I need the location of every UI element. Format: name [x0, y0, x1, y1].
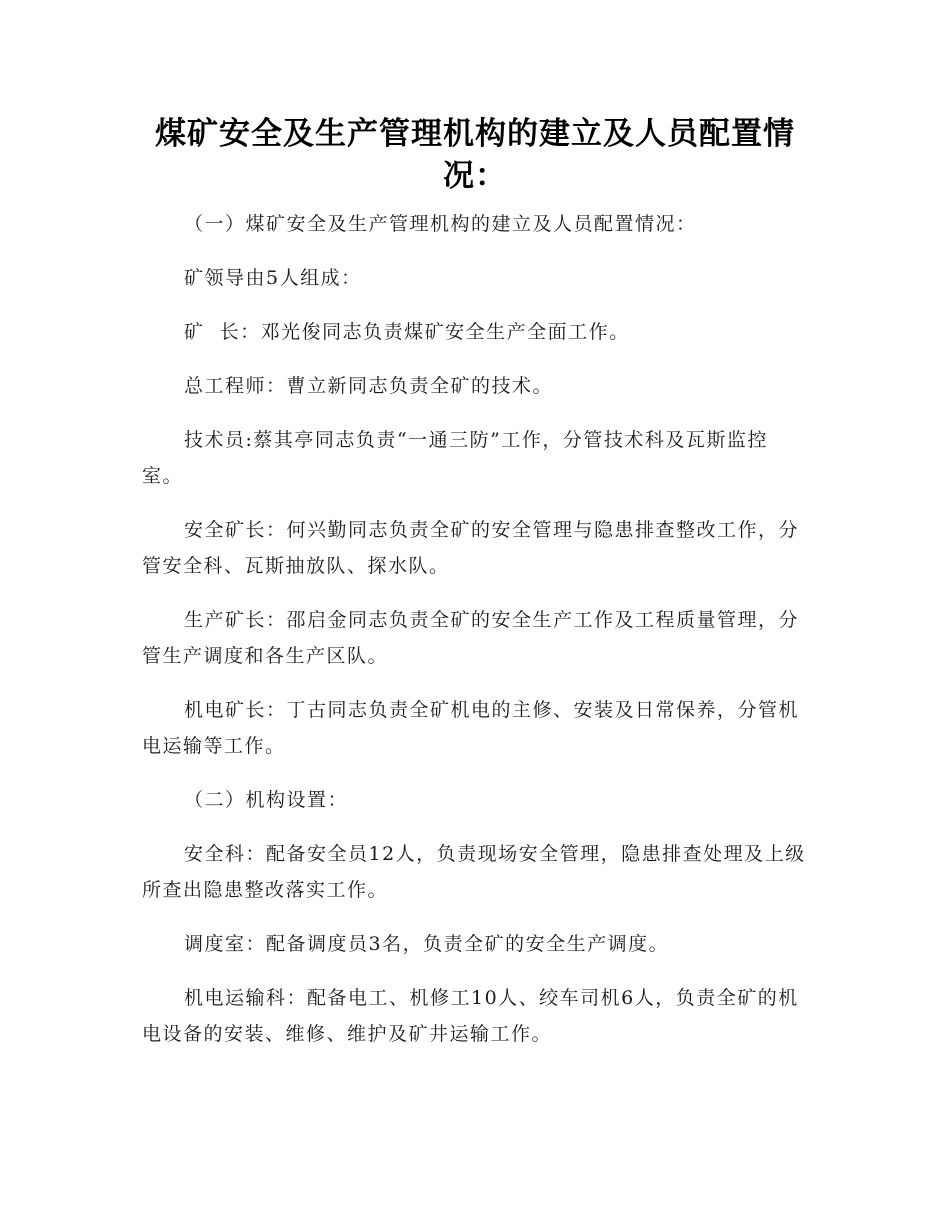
paragraph-production-director: 生产矿长：邵启金同志负责全矿的安全生产工作及工程质量管理，分管生产调度和各生产区队。: [142, 609, 800, 667]
document-title: 煤矿安全及生产管理机构的建立及人员配置情况：: [155, 116, 795, 194]
paragraph-safety-department: 安全科：配备安全员12人，负责现场安全管理，隐患排查处理及上级所查出隐患整改落实工作。: [142, 843, 806, 901]
paragraph-leadership-intro: 矿领导由5人组成：: [184, 267, 362, 289]
paragraph-electromechanical-director: 机电矿长：丁古同志负责全矿机电的主修、安装及日常保养，分管机电运输等工作。: [142, 699, 800, 757]
document-body: [142, 206, 808, 1070]
paragraph-chief-engineer: 总工程师：曹立新同志负责全矿的技术。: [184, 375, 554, 397]
paragraph-mine-director: 矿 长：邓光俊同志负责煤矿安全生产全面工作。: [184, 321, 630, 343]
paragraph-technician: 技术员:蔡其亭同志负责“一通三防”工作，分管技术科及瓦斯监控室。: [142, 429, 768, 487]
section-heading-two: （二）机构设置：: [184, 789, 349, 811]
paragraph-transport-department: 机电运输科：配备电工、机修工10人、绞车司机6人，负责全矿的机电设备的安装、维修、维护及矿井运输工作。: [142, 987, 799, 1045]
paragraph-dispatch-room: 调度室：配备调度员3名，负责全矿的安全生产调度。: [184, 933, 670, 955]
section-heading-one: （一）煤矿安全及生产管理机构的建立及人员配置情况：: [184, 213, 697, 235]
paragraph-safety-director: 安全矿长：何兴勤同志负责全矿的安全管理与隐患排查整改工作，分管安全科、瓦斯抽放队、探水队。: [142, 519, 800, 577]
